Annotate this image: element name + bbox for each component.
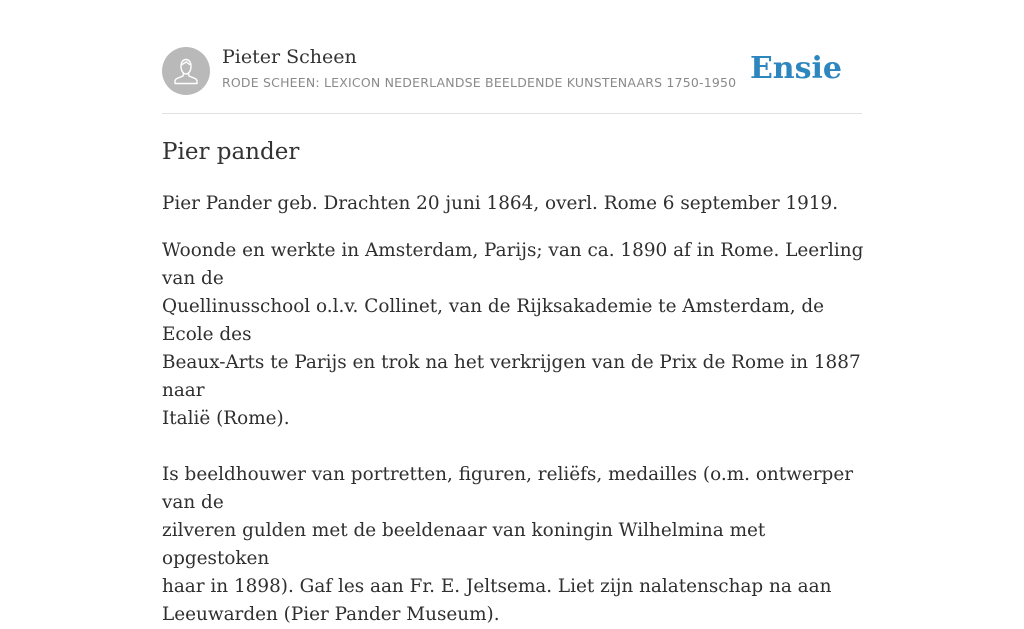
author-name[interactable]: Pieter Scheen xyxy=(222,46,357,68)
paragraph-birth-death: Pier Pander geb. Drachten 20 juni 1864, overl. Rome 6 september 1919. xyxy=(162,193,839,214)
ensie-logo[interactable]: Ensie xyxy=(749,51,842,86)
text-line: zilveren gulden met de beeldenaar van koningin Wilhelmina met opgestoken xyxy=(162,520,766,569)
text-line: Leeuwarden (Pier Pander Museum). xyxy=(162,604,500,625)
header-divider xyxy=(162,113,862,114)
text-line: haar in 1898). Gaf les aan Fr. E. Jeltsema. Liet zijn nalatenschap na aan xyxy=(162,576,832,597)
text-line: Is beeldhouwer van portretten, figuren, reliëfs, medailles (o.m. ontwerper van de xyxy=(162,464,854,513)
text-line: Quellinusschool o.l.v. Collinet, van de Rijksakademie te Amsterdam, de Ecole des xyxy=(162,296,825,345)
source-title[interactable]: RODE SCHEEN: LEXICON NEDERLANDSE BEELDENDE KUNSTENAARS 1750-1950 xyxy=(222,75,737,90)
article-header xyxy=(162,46,862,96)
text-line: Beaux-Arts te Parijs en trok na het verkrijgen van de Prix de Rome in 1887 naar xyxy=(162,352,861,401)
page-title: Pier pander xyxy=(162,139,300,165)
article-body xyxy=(162,190,866,629)
text-line: Italië (Rome). xyxy=(162,408,290,429)
paragraph-biography xyxy=(162,237,866,629)
avatar[interactable] xyxy=(162,47,210,95)
text-line: Woonde en werkte in Amsterdam, Parijs; van ca. 1890 af in Rome. Leerling van de xyxy=(162,240,864,289)
user-icon xyxy=(162,47,210,95)
